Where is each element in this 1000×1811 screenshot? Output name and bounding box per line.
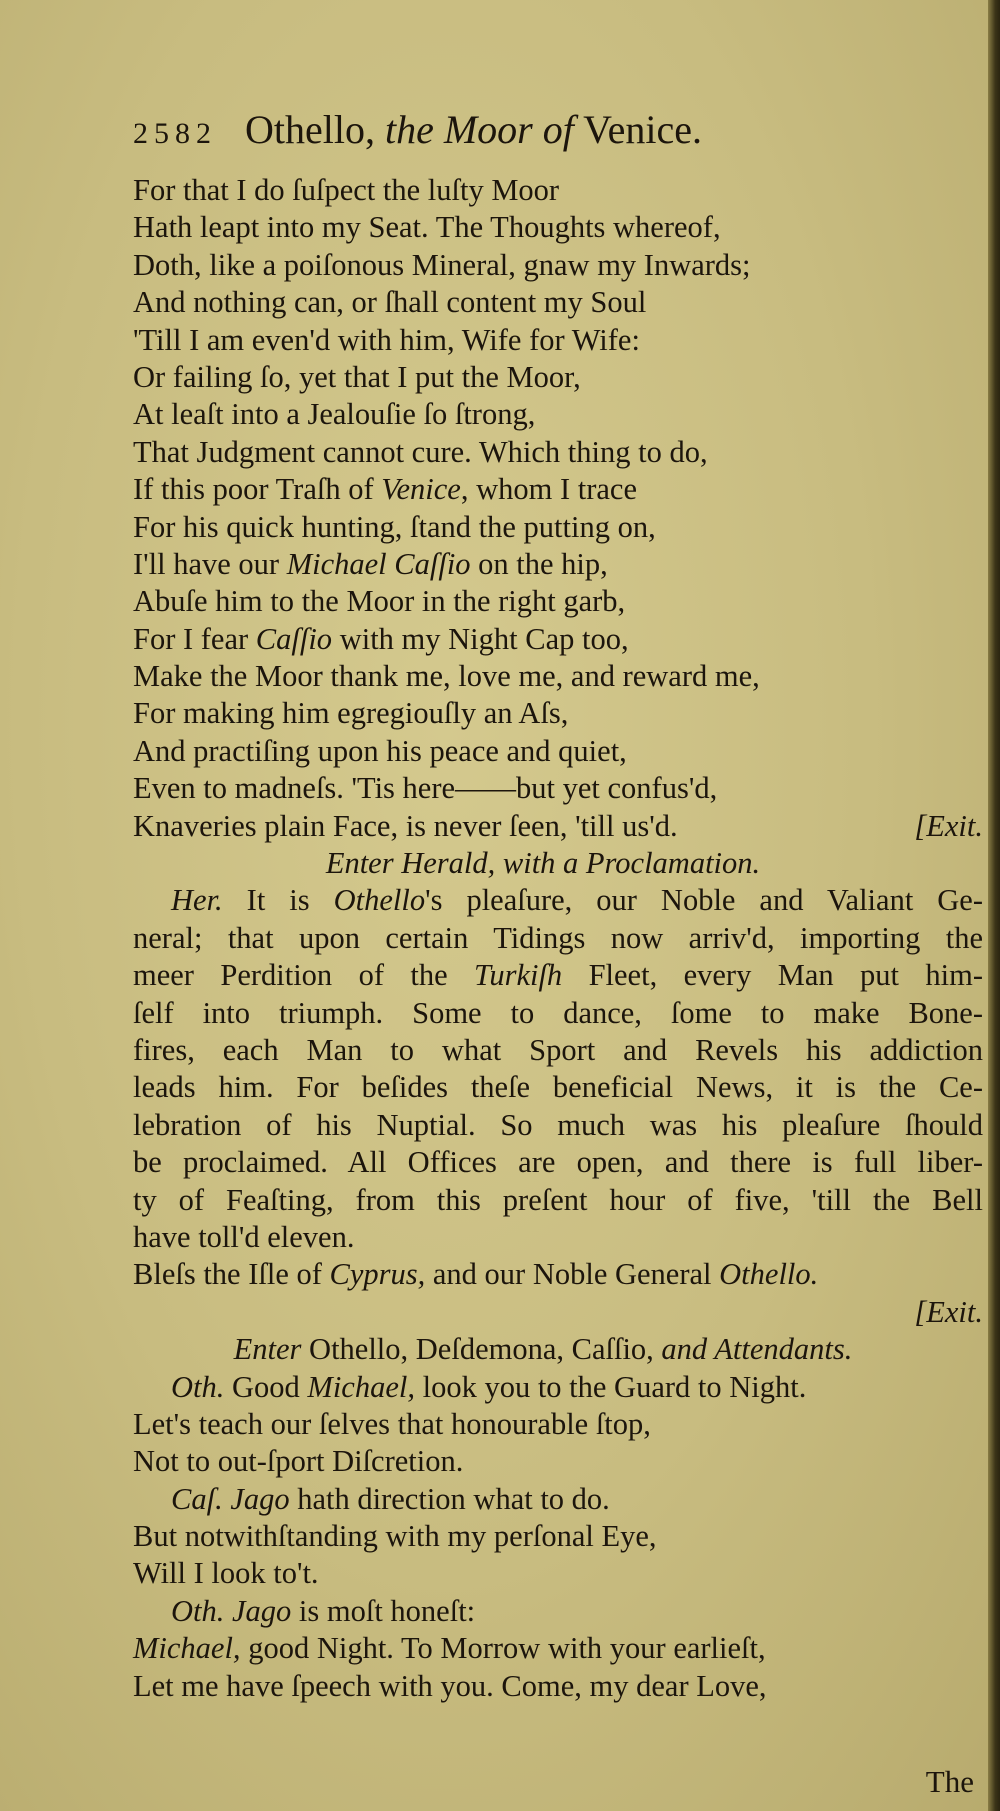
exit-direction: [Exit.	[914, 808, 983, 843]
verse-line	[133, 808, 983, 845]
line-text: be proclaimed. All Offices are open, and there is full liber-	[133, 1145, 983, 1180]
header-title-italic: the Moor of	[384, 107, 574, 152]
stage-attendants: Attendants.	[707, 1332, 853, 1367]
verse-line	[133, 509, 983, 546]
italic-name: Michael,	[307, 1369, 415, 1404]
stage-enter: Enter Herald,	[325, 846, 496, 881]
speaker-prefix: Oth.	[171, 1369, 225, 1404]
page-text	[133, 172, 983, 1705]
verse-line	[133, 1481, 983, 1518]
verse-line	[133, 1668, 983, 1705]
line-text: with my Night Cap too,	[332, 621, 629, 656]
prose-line	[133, 1069, 983, 1106]
italic-name: Venice	[381, 472, 461, 507]
page-number: 2582	[133, 117, 217, 150]
stage-names: Othello, Deſdemona, Caſſio,	[301, 1332, 662, 1367]
speaker-prefix: Caſ.	[171, 1481, 223, 1516]
italic-name: Cyprus,	[329, 1257, 426, 1292]
italic-name: Othello	[333, 883, 426, 918]
header-title-venice: Venice.	[583, 107, 702, 152]
line-text: For that I do ſuſpect the luſty Moor	[133, 173, 560, 207]
catchword: The	[925, 1764, 974, 1799]
verse-line	[133, 1406, 983, 1443]
verse-line	[133, 733, 983, 770]
stage-direction	[133, 1331, 983, 1368]
prose-line	[133, 1144, 983, 1181]
verse-line	[133, 396, 983, 433]
prose-line	[133, 995, 983, 1032]
stage-and: and	[661, 1332, 708, 1367]
speaker-prefix: Her.	[171, 883, 223, 918]
line-text: Make the Moor thank me, love me, and reward me,	[133, 659, 760, 694]
line-text: Let me have ſpeech with you. Come, my dear Love,	[133, 1668, 767, 1703]
verse-line	[133, 1369, 983, 1406]
prose-line	[133, 920, 983, 957]
line-text: is moſt honeſt:	[291, 1593, 476, 1628]
verse-line	[133, 284, 983, 321]
line-text: That Judgment cannot cure. Which thing to do,	[133, 434, 708, 469]
italic-name: Turkiſh	[474, 958, 563, 993]
line-text: It is	[222, 883, 334, 918]
stage-direction	[133, 845, 983, 882]
line-text: good Night. To Morrow with your earlieſt,	[240, 1631, 766, 1666]
line-text: on the hip,	[470, 546, 608, 581]
verse-line	[133, 695, 983, 732]
page-edge-shadow	[988, 0, 1000, 1811]
line-text: And practiſing upon his peace and quiet,	[133, 733, 627, 768]
line-text: And nothing can, or ſhall content my Soul	[133, 285, 647, 320]
verse-line	[133, 359, 983, 396]
line-text: 'Till I am even'd with him, Wife for Wife:	[133, 322, 640, 357]
prose-line	[133, 882, 983, 919]
verse-line	[133, 583, 983, 620]
line-text: neral; that upon certain Tidings now arriv'd, importing the	[133, 920, 983, 955]
line-text: have toll'd eleven.	[133, 1219, 355, 1254]
line-text: For his quick hunting, ſtand the putting on,	[133, 509, 656, 544]
verse-line	[133, 770, 983, 807]
italic-name: Jago	[232, 1593, 292, 1628]
line-text: I'll have our	[133, 546, 287, 581]
exit-direction	[133, 1294, 983, 1331]
line-text: But notwithſtanding with my perſonal Eye,	[133, 1519, 657, 1554]
line-text: Fleet, every Man put him-	[562, 958, 984, 993]
header-title-othello: Othello,	[245, 107, 375, 152]
line-text: Hath leapt into my Seat. The Thoughts whereof,	[133, 210, 721, 245]
line-text: , whom I trace	[460, 472, 637, 507]
stage-rest: with a Proclamation.	[495, 846, 761, 881]
verse-line	[133, 1593, 983, 1630]
verse-line	[133, 172, 983, 209]
line-text: ſelf into triumph. Some to dance, ſome to make Bone-	[133, 995, 983, 1030]
running-header	[133, 108, 702, 156]
prose-line	[133, 1182, 983, 1219]
line-text: fires, each Man to what Sport and Revels his addiction	[133, 1032, 983, 1067]
verse-line	[133, 1256, 983, 1293]
line-text: Or failing ſo, yet that I put the Moor,	[133, 359, 581, 394]
verse-line	[133, 434, 983, 471]
line-text: Good	[224, 1369, 308, 1404]
prose-line	[133, 1219, 983, 1256]
line-text	[224, 1594, 232, 1628]
line-text: Not to out-ſport Diſcretion.	[133, 1444, 464, 1479]
line-text: Knaveries plain Face, is never ſeen, 'till us'd.	[133, 808, 678, 843]
line-text: Let's teach our ſelves that honourable ſtop,	[133, 1406, 651, 1441]
line-text: ty of Feaſting, from this preſent hour of five, 'till the Bell	[133, 1182, 983, 1217]
verse-line	[133, 1518, 983, 1555]
line-text: Even to madneſs. 'Tis here——but yet confus'd,	[133, 771, 718, 806]
stage-enter: Enter	[233, 1332, 302, 1367]
line-text: look you to the Guard to Night.	[414, 1369, 807, 1404]
exit-text: [Exit.	[914, 1294, 983, 1329]
line-text: hath direction what to do.	[289, 1481, 610, 1516]
verse-line	[133, 322, 983, 359]
line-text: 's pleaſure, our Noble and Valiant Ge-	[425, 883, 983, 918]
line-text: lebration of his Nuptial. So much was his pleaſure ſhould	[133, 1107, 983, 1142]
verse-line	[133, 1443, 983, 1480]
verse-line	[133, 471, 983, 508]
line-text: Will I look to't.	[133, 1556, 319, 1591]
line-text: For making him egregiouſly an Aſs,	[133, 696, 569, 731]
line-text: and our Noble General	[425, 1257, 720, 1292]
prose-line	[133, 1107, 983, 1144]
prose-line	[133, 1032, 983, 1069]
line-text: For I fear	[133, 621, 256, 656]
line-text: meer Perdition of the	[133, 958, 475, 993]
line-text: If this poor Traſh of	[133, 472, 382, 507]
italic-name: Caſſio	[255, 621, 333, 656]
verse-line	[133, 1630, 983, 1667]
verse-line	[133, 209, 983, 246]
line-text: Abuſe him to the Moor in the right garb,	[133, 584, 626, 619]
line-text: leads him. For beſides theſe beneficial News, it is the Ce-	[133, 1070, 983, 1105]
line-text: At leaſt into a Jealouſie ſo ſtrong,	[133, 397, 536, 432]
verse-line	[133, 621, 983, 658]
verse-line	[133, 247, 983, 284]
italic-name: Michael Caſſio	[286, 546, 471, 581]
verse-line	[133, 546, 983, 583]
speaker-prefix: Oth.	[171, 1593, 225, 1628]
verse-line	[133, 1555, 983, 1592]
italic-name: Othello.	[719, 1257, 819, 1292]
line-text: Doth, like a poiſonous Mineral, gnaw my Inwards;	[133, 247, 751, 282]
verse-line	[133, 658, 983, 695]
prose-line	[133, 957, 983, 994]
line-text: Bleſs the Iſle of	[133, 1257, 330, 1292]
italic-name: Michael,	[133, 1631, 241, 1666]
italic-name: Jago	[230, 1481, 290, 1516]
